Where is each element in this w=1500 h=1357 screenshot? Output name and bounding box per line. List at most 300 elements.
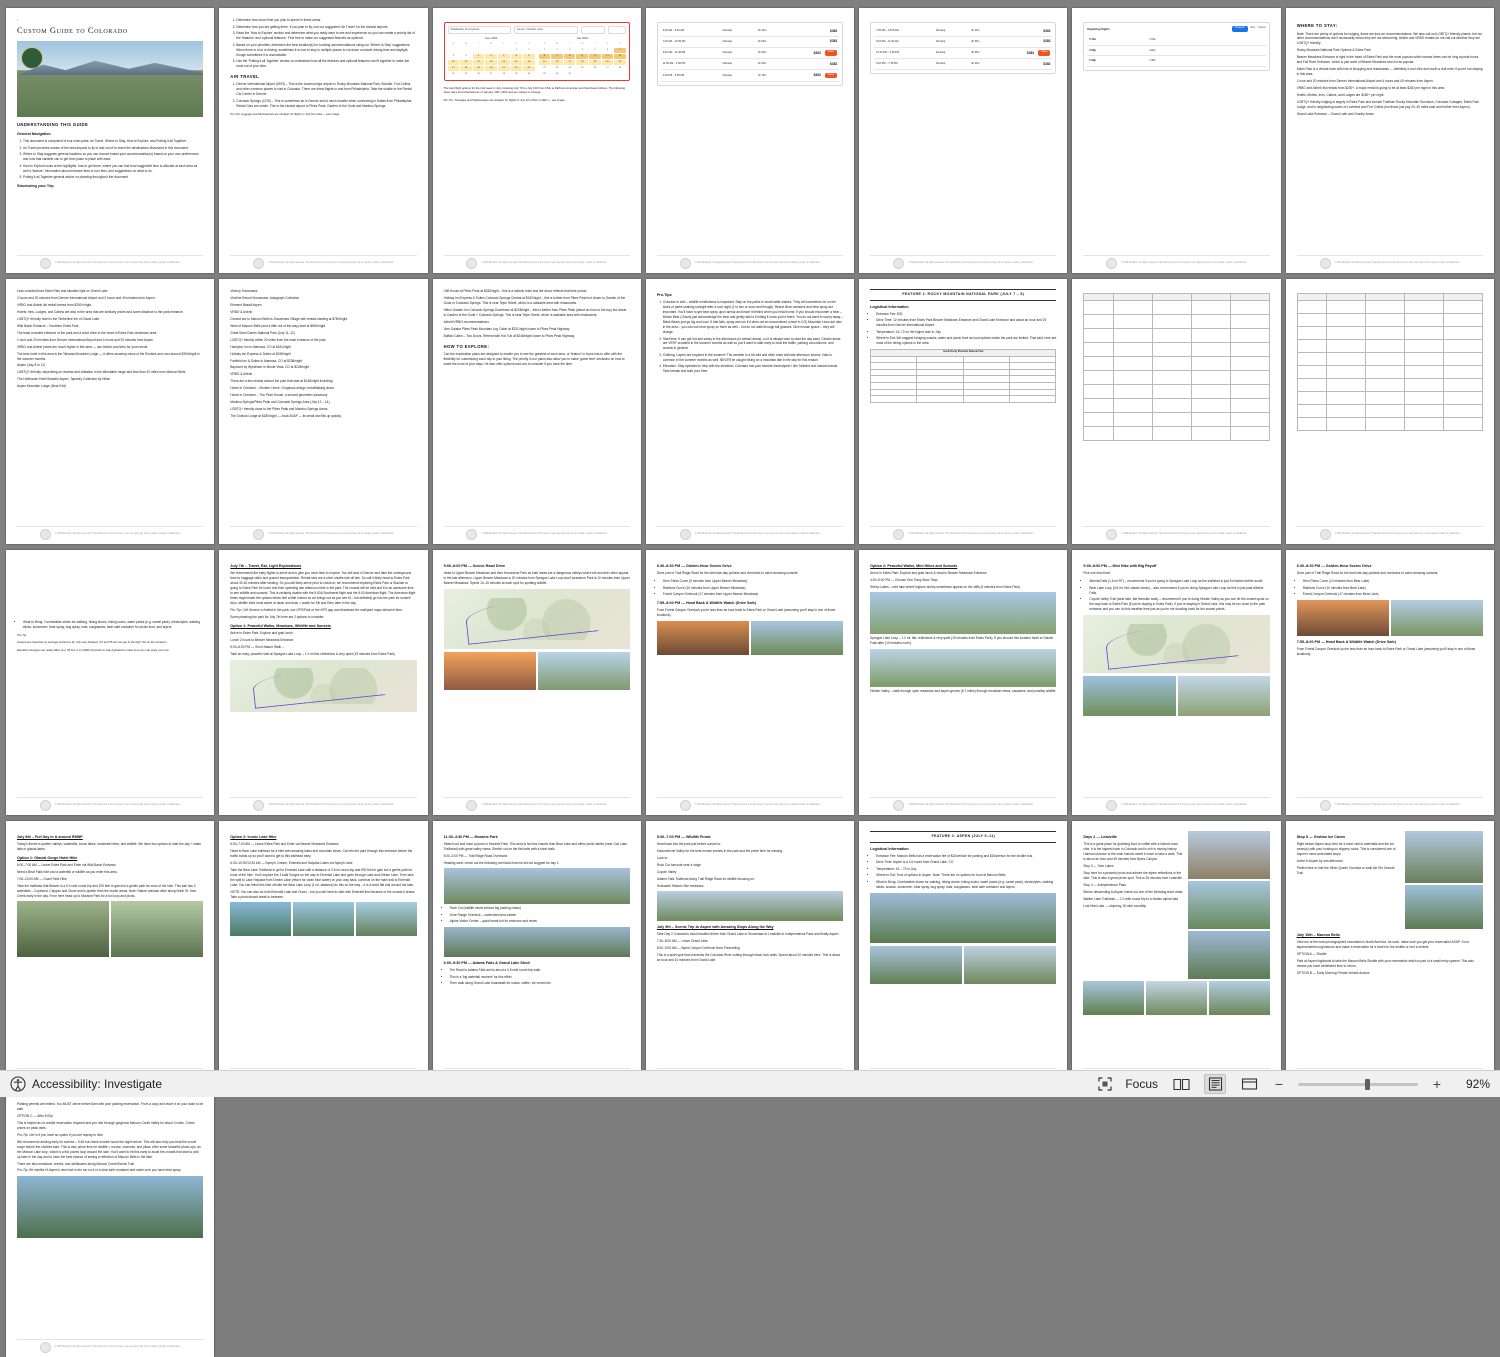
flight-row[interactable]: [874, 26, 1052, 37]
document-page-9[interactable]: [219, 279, 427, 544]
page-footer: [1072, 800, 1280, 811]
list-item: • Drive Time: Aspen is a 4.5 hours from Grand Lake, CO: [876, 860, 1056, 865]
flight-price: $383: [830, 61, 838, 66]
footer-text: © Wild Monarch. All rights reserved. This document is for the buyer's use only and may not be copied, resold, or distributed.: [481, 533, 607, 535]
footer-text: © Wild Monarch. All rights reserved. This document is for the buyer's use only and may not be copied, resold, or distributed.: [694, 804, 821, 806]
leadville-photo: [1188, 831, 1270, 879]
origin-input[interactable]: Philadelphia, Pennsylvania...: [448, 26, 512, 34]
read-mode-icon[interactable]: [1170, 1074, 1192, 1094]
flight-time: 6:00 AM – 8:00 AM: [662, 29, 684, 33]
paragraph: Rock Cut turnouts near a lodge: [656, 863, 701, 868]
paragraph: This is a quiet spot that overlooks the Colorado River cutting through black rock walls. Spend about 10 minutes here. This is about an hour and 10 minutes from Grand Lake.: [656, 953, 841, 962]
document-page-2[interactable]: [219, 8, 427, 273]
day-heading: July 9th – Scenic Trip to Aspen with Amazing Stops Along the Way: [656, 924, 774, 929]
footer-text: © Wild Monarch. All rights reserved. This document is for the buyer's use only and may not be copied, resold, or distributed.: [54, 804, 181, 806]
footer-rule: [657, 1068, 843, 1069]
pro-tip-note: Pro-Tip: Get in if you have an option if you are hoping to hike.: [17, 1132, 104, 1137]
flight-price: $383: [830, 39, 838, 44]
footer-seal-icon: [253, 258, 264, 269]
paragraph: Cliff House at Pikes Peak at $283/night – this is a historic hotel and the decor reflects that time period.: [443, 289, 588, 293]
document-page-11[interactable]: [646, 279, 854, 544]
paragraph: 6:00–7:00 AM — Leave Estes Park and Enter via Beaver Meadows Entrance: [230, 842, 339, 847]
activity-heading: 6:30–8:30 PM — Golden-Hour Scenic Drive: [656, 564, 732, 568]
zoom-level-label[interactable]: 92%: [1465, 1077, 1490, 1091]
paragraph: Hilton Garden Inn Colorado Springs Downtown at $228/night – this is further from Pikes Peak (about an hour to the top) but closer to Garden of the Gods + Colorado Springs. This is near Tejon Street, which is walkable area with restaurants.: [443, 307, 627, 317]
mountain-photo: [870, 946, 962, 984]
dining-table-continued: [1083, 293, 1269, 441]
depart-time: 2:20p: [1089, 48, 1096, 52]
lake-photo: [356, 902, 417, 936]
paragraph: Walker Lake Trailhead — 1.0 mile round trip to a hidden alpine lake: [1083, 896, 1179, 901]
paragraph: Right before Aspen stop here for a short visit to waterfalls and the ice caves(s) with your hosting on slippery rocks. This is considered one of Aspen's most underrated stops.: [1296, 842, 1396, 857]
footer-seal-icon: [466, 258, 477, 269]
paragraph: 7:00–10:00 AM — Ouzel Falls Hike: [17, 877, 67, 882]
paragraph: LGBTQ+ friendly lodging is largely in Estes Park and include Trailborn Rocky Mountain Gunnison, Colorado Cottages, Estes Park Lodge, and in neighboring towns of Loveland and Fort Collins (but those just pay 20–30 miles east and further from Aspen).: [1296, 99, 1480, 109]
document-page-12[interactable]: [859, 279, 1067, 544]
footer-seal-icon: [466, 529, 477, 540]
footer-rule: [444, 255, 630, 256]
paragraph: The best hotel in this area is the Taharaa Mountain Lodge — it offers amazing views of the Rockies and runs around $300/night in the summer months.: [17, 351, 200, 361]
trail-map-image: [444, 589, 630, 649]
document-page-10[interactable]: [433, 279, 641, 544]
list-item: 2. Colorado Springs (COS) – This is sometimes an is Denver and is much smaller when connecting in Dallas from Philadelphia. Rental Cars are onsite. This is the closest airport to Pikes Peak, Garden of the Gods and Manitou Springs.: [236, 99, 416, 109]
accessibility-status-label[interactable]: Accessibility: Investigate: [32, 1077, 163, 1091]
page-footer: [433, 800, 641, 811]
photo-row: [657, 621, 843, 655]
footer-text: © Wild Monarch. All rights reserved. This document is for the buyer's use only and may not be copied, resold, or distributed.: [481, 804, 607, 806]
paragraph: 4:00–5:00 PM — Choose One 'Easy Wow' Stop:: [870, 578, 939, 583]
trail-map-image: [230, 660, 416, 712]
list-item: • Rainbow Curve (10 minutes from Bear Lake): [1303, 586, 1483, 591]
list-item: 3. Read the 'How to Explore' section and determine what you really want to see and experience so you can create a priority list of the 'features' and 'optional features.' Feel free to make our suggested features as optional.: [236, 31, 416, 41]
stroll-list: [444, 968, 630, 986]
flight-time: 12:10 PM – 2:15 PM: [876, 51, 899, 55]
option-heading: Option 1: Glacial Gorge Hotel Hike: [17, 856, 78, 861]
subheading-logistics: Logistical Information: [870, 846, 909, 851]
paragraph: Stop 3 — Twin Lakes: [1083, 864, 1114, 869]
footer-rule: [870, 797, 1056, 798]
footer-rule: [1297, 1068, 1483, 1069]
flight-price: $383: [1043, 61, 1051, 66]
paragraph: Vino Gaiaba Pikes Peak Mountain Log Cabin at $231/night closer to Pikes Peak Highway: [443, 326, 570, 331]
footer-seal-icon: [40, 529, 51, 540]
page-footer: [433, 258, 641, 269]
footer-rule: [1083, 797, 1269, 798]
web-layout-icon[interactable]: [1238, 1074, 1260, 1094]
flight-duration: 4h 05m: [971, 39, 980, 43]
section-heading-pro-tips: Pro-Tips: [656, 293, 672, 297]
depart-time: 5:15a: [1089, 37, 1096, 41]
day-heading: July 10th – Maroon Bells: [1296, 933, 1340, 937]
document-page-7[interactable]: [1286, 8, 1494, 273]
list-item: 4. How to Explore looks at the highlights: how to get there, where you can find food suggested time to allocate at each area as well a 'feature,' information about entrance fees or tour fees, and suggestions on what to do.: [23, 164, 203, 174]
calendar-month-july: [539, 37, 626, 77]
status-bar[interactable]: [0, 1070, 1500, 1097]
footer-seal-icon: [1320, 800, 1331, 811]
mountain-photo: [964, 946, 1056, 984]
paragraph: OPTION C — After 5:00p: [17, 1113, 53, 1118]
calendar-caption: The best flight options for the 2nd week in July, traveling July 7th to July 14th from PHL to DEN are American and Southwest Airlines. The following show rates and schedules as of January 10th, 2024 and are subject to change.: [443, 85, 626, 95]
page-footer: [6, 800, 214, 811]
pro-tip-text: Leases are important on average entrances for July vary between 4.5 and 55 but can get to the high 70s on the occasion.: [17, 640, 168, 645]
document-page-3[interactable]: [433, 8, 641, 273]
flight-row[interactable]: [661, 59, 839, 70]
document-page-18[interactable]: [646, 550, 854, 815]
zoom-out-button[interactable]: −: [1274, 1076, 1284, 1092]
document-page-24[interactable]: [433, 821, 641, 1086]
flight-time: 5:10 PM – 7:15 PM: [876, 62, 898, 66]
paragraph: Take the Bear Lake Trailhead to get to Emerald Lake with a distance of 3.6 mi round trip and 692 feet in gain but a gentle path for most of the hike. You'll explore the 3 total Gorges on the way to Emerald Lake and goes through Lake and Dream Lake. Then take the split to Lake Haiyaha from Dream Lake (return for clean blue water) on your way back, continue on the main trail to Emerald Lake. You can finish this hike off with the Bear Lake Loop (1 mi. distance) do this on the way – it is a short flat trail around the lake.: [230, 868, 414, 887]
paragraph: The Hofbrauen Hotel Bosséls Aspen, Tapestry Collection by Hilton: [17, 377, 111, 382]
maroon-bells-body: [17, 1102, 203, 1173]
table-title: Inside Rocky Mountain National Park: [871, 350, 1056, 357]
zoom-slider[interactable]: [1298, 1083, 1418, 1086]
paragraph: LGBTQ+ friendly close to the Pikes Peak and Manitou Springs Areas.: [230, 407, 329, 412]
paragraph: Stretch out and have a picnic in Moraine Park. This area is far less chaotic than Bear Lake and offers picnic tables (near Cub Lake Trailhead) with great valley views. Stretch out on the flat trails with a short walk.: [443, 842, 628, 852]
tab-fastest[interactable]: Fastest: [1258, 27, 1266, 29]
airports-list: [230, 82, 416, 108]
destination-input[interactable]: Denver, Colorado, Unite...: [514, 26, 578, 34]
option-body: [17, 863, 203, 899]
zoom-in-button[interactable]: +: [1432, 1076, 1442, 1092]
tab-cheapest[interactable]: Cheapest: [1232, 26, 1248, 32]
paragraph: Home in Crestone – Modern Home: Gorgeous design; breathtaking views: [230, 386, 334, 391]
flight-row[interactable]: [661, 37, 839, 48]
paragraph: Arrive in Aspen by mid-afternoon: [1296, 859, 1343, 864]
arrive-time: 4:20p: [1149, 48, 1156, 52]
footer-seal-icon: [893, 800, 904, 811]
flight-time: 3:30 PM – 5:45 PM: [662, 73, 685, 77]
zoom-slider-thumb[interactable]: [1365, 1079, 1370, 1090]
document-page-26[interactable]: [859, 821, 1067, 1086]
flight-time: 11:55 AM – 1:50 PM: [662, 62, 686, 66]
flight-price: $383: [1043, 39, 1051, 44]
document-page-6[interactable]: [1072, 8, 1280, 273]
document-page-28[interactable]: [1286, 821, 1494, 1086]
paragraph: Hotels: Motels, Inns, Cabins, and Lodges are $180+ per night.: [1296, 93, 1385, 98]
footer-rule: [657, 797, 843, 798]
page-corner-marker: 1: [17, 18, 19, 22]
flight-duration: 4h 05m: [971, 51, 980, 55]
flight-duration: 4h 10m: [757, 29, 767, 33]
pro-tip-text-2: Elevation changes can really affect you: 5ft low, it is OVER important to stay hydrated to make sure you can enjoy your trip.: [17, 647, 170, 652]
overlook-list: [657, 579, 843, 597]
footer-rule: [870, 255, 1056, 256]
document-page-1[interactable]: [6, 8, 214, 273]
activity-body: [444, 842, 630, 866]
activity-heading: 6:30–8:30 PM — Golden-Hour Scenic Drive: [1296, 564, 1372, 568]
document-page-25[interactable]: [646, 821, 854, 1086]
footer-rule: [444, 526, 630, 527]
print-layout-icon[interactable]: [1204, 1074, 1226, 1094]
logistics-list: [870, 312, 1056, 347]
subheading-structuring-trip: Structuring your Trip: [17, 184, 54, 189]
list-item: • Forest Canyon Overlook (17 minutes from Bear Lake): [1303, 592, 1483, 597]
footer-seal-icon: [466, 800, 477, 811]
paragraph: Stop here for a peaceful pond and admire the alpine reflections in the lake. This is also a great picnic spot. This is 25 minutes from Leadville.: [1083, 871, 1183, 880]
list-item: • Temperature: 42 – 73 in July: [876, 867, 1056, 872]
flight-time: 9:40 AM – 11:45 AM: [662, 51, 686, 55]
accessibility-icon[interactable]: [10, 1076, 26, 1092]
list-item: 3. Clothing: Layers are required in the summer! The weather is a bit wild and often ends with late afternoon storms. Hats is common in the summer months as well. NEVER be caught hiking on a mountain late in the day for this reason.: [663, 353, 843, 363]
calendar-picker[interactable]: [448, 37, 626, 77]
paragraph: Rocky Mountain National Park Options & Estes Park: [1296, 48, 1371, 53]
document-page-19[interactable]: [859, 550, 1067, 815]
document-page-14[interactable]: [1286, 279, 1494, 544]
flight-duration: 4h 05m: [971, 62, 980, 66]
page-footer: [1072, 529, 1280, 540]
flight-row[interactable]: [1087, 56, 1265, 67]
page-footer: [646, 800, 854, 811]
list-item: 3. Where to Stay suggests general locations so you can choose based your accommodation(s) based on your own preferences and how that variable can to get from place to place with ease.: [23, 152, 203, 162]
departing-flights-widget[interactable]: [1083, 22, 1269, 71]
paragraph: Baymont by Wyndham in Monte Vista, CO at $228/night: [230, 365, 310, 370]
select-button[interactable]: Select: [825, 50, 837, 56]
list-item: • Hern Parks Curve (10 minutes from Bear Lake): [1303, 579, 1483, 584]
paragraph: Estes Park is a vibrant town with lots of shopping and restaurants — definitely a cool vibe and worth a visit even if you're not staying in this area.: [1296, 67, 1483, 77]
footer-text: © Wild Monarch. All rights reserved. This document is for the buyer's use only and may not be copied, resold, or distributed.: [54, 262, 181, 264]
document-page-23[interactable]: [219, 821, 427, 1086]
paragraph: Holzwarth Historic Site meadows: [656, 883, 704, 888]
flight-results-list[interactable]: [870, 22, 1056, 74]
where-to-stay-body: [1297, 32, 1483, 117]
flight-row[interactable]: [874, 37, 1052, 48]
footer-seal-icon: [1106, 529, 1117, 540]
option-heading: Option 1: Peaceful Walks, Meadows, Wildlife and Sunsets: [230, 623, 331, 628]
paragraph: 1 hour and 20 minutes from Denver International Airport and 4 hours and 20 minutes from Aspen.: [17, 337, 154, 342]
paragraph: 2 hours and 20 minutes from Denver International Airport and 3 hours and 40 minutes from Aspen.: [17, 295, 156, 300]
footer-rule: [1297, 526, 1483, 527]
paragraph: NOTE: You can also do both Emerald Lake and Ouzel – but you will need to start with Emerald first because of the crowds it draws. Take a picnic/snack break in between.: [230, 889, 416, 899]
paragraph: Closest are to Maroon Bells is Snowmass Village with rentals starting at $780/night.: [230, 316, 349, 321]
photo-row: [230, 902, 416, 936]
list-item: • Gore Range Overlook – underrated and calmer: [450, 913, 630, 918]
paragraph: Great Sand Dunes National Park (July 11–12): [230, 330, 295, 335]
paragraph: West of Maroon Bells (and a little out of the way) start at $800/night.: [230, 323, 327, 328]
ice-caves-photo: [1405, 831, 1483, 883]
paragraph: Sprague Lake Loop – 1.2 mi. flat, reflections & very quiet (15 minutes from Estes Park). If you choose this location head to Glacier Falls after (10 minutes north).: [870, 636, 1054, 646]
list-item: 5. Use the 'Putting it all Together' section to understand how all the features and optional features can fit together to make the most out of your time.: [236, 59, 416, 69]
valley-photo: [870, 649, 1056, 687]
flight-stops: Nonstop: [722, 29, 732, 33]
list-item: • Forest Canyon Overlook (17 minutes from Upper Beaver Meadows): [663, 592, 843, 597]
flight-row[interactable]: [1087, 46, 1265, 57]
flight-row[interactable]: [661, 70, 839, 82]
flight-price: $383: [1043, 28, 1051, 33]
footer-text: © Wild Monarch. All rights reserved. This document is for the buyer's use only and may not be copied, resold, or distributed.: [268, 804, 394, 806]
flight-stops: Nonstop: [722, 62, 732, 66]
document-page-16[interactable]: [219, 550, 427, 815]
paragraph: VRBO and Airbnb list rentals from $200+. A major rental is going to be at least $300 per night in this area.: [1296, 86, 1446, 91]
dates-input[interactable]: [581, 26, 605, 34]
passengers-input[interactable]: [608, 26, 626, 34]
month-label: July 2024: [576, 36, 589, 40]
focus-icon[interactable]: [1097, 1076, 1113, 1092]
paragraph: Before descending to Aspen check out one of the following short visits:: [1083, 889, 1184, 894]
list-item: • Coyote Valley Trail (west side, flat riverside walk) – recommend if you're doing Hidden Valley as you can hit the sunset spots on the way back to Estes Park (if you're staying in Estes Park). If you're staying in Grand Lake, this may be too close to the park entrance and you can do this weather time just as you're not doubling back for the sunset points.: [1089, 597, 1269, 612]
valley-photo: [751, 621, 843, 655]
list-item: • Entrance Fee: $30: [876, 312, 1056, 317]
list-item: 1. Determine how much time you plan to spend in these areas.: [236, 18, 416, 23]
flight-duration: 4h 05m: [757, 62, 767, 66]
month-grid[interactable]: S M T W T F S 1 2 3 4 5 6 7 8 9 10 11 12 13 14 15 16 17 18 19 20 21 22 23 24 25 26 27 28 29 30: [448, 42, 535, 77]
activity-subheading: 6:00–5:30 PM — Adams Falls & Grand Lake Stroll: [443, 961, 530, 966]
seal-badge: [21, 47, 43, 69]
paragraph: Take Day 2 Colorado's most beautiful drives from Grand Lake to Snowmass to Leadville to Independence Pass and finally Aspen.: [656, 932, 840, 937]
month-label: June 2024: [484, 36, 498, 40]
navigation-list: [17, 139, 203, 180]
paragraph: Note: There are plenty of options for lodging, these are just our recommendations. We also call out LGBTQ+ friendly places, but our other recommendations don't necessarily mean they are not welcoming. Airbnb and VRBO rentals do not call out whether they are LGBTQ+ friendly.: [1296, 31, 1483, 46]
footer-seal-icon: [1320, 529, 1331, 540]
day-body: [657, 932, 843, 963]
activity-heading: 5:30–7:00 PM — Wildlife Finale: [656, 835, 711, 839]
paragraph: LGBTQ+ friendly within 20 miles from the main entrance of the park.: [230, 337, 327, 342]
document-page-17[interactable]: [433, 550, 641, 815]
widget-title: Departing flights: [1087, 26, 1110, 31]
list-item: 2. Start time: It can get hot and windy in the afternoons (in certain areas), so it is always wise to start the day early. Certain areas are VERY crowded in the summer months as well so you'll want to start early to beat the traffic, parking conundrums, and crowds in general.: [663, 337, 843, 352]
paragraph: VRBO & Airbnb: [230, 372, 253, 377]
flight-row[interactable]: [1087, 35, 1265, 46]
page-footer: [219, 258, 427, 269]
day-body: [230, 571, 416, 620]
focus-label[interactable]: Focus: [1125, 1077, 1158, 1091]
footer-seal-icon: [253, 529, 264, 540]
flight-search-widget[interactable]: [444, 22, 630, 81]
footer-rule: [230, 255, 416, 256]
paragraph: Airbnb/VRBO recommendations: [443, 319, 489, 324]
document-page-27[interactable]: [1072, 821, 1280, 1086]
flight-stops: Nonstop: [722, 73, 732, 77]
stops-body: [1083, 842, 1184, 908]
paragraph: Manitou Springs/Pikes Peak and Colorado Springs Area (July 12 – 14): [230, 400, 330, 405]
paragraph: Drive part of Trail Ridge Road for the best late-day pullouts and overlooks to catch amazing sunsets:: [656, 571, 799, 576]
feature-banner: FEATURE 2: ASPEN (JULY 9–11): [870, 831, 1056, 843]
page-footer: [1286, 800, 1494, 811]
list-item: • Where to Eat: Tons of options in Aspen. Note: There are no options for food at Maroon Bells.: [876, 873, 1056, 878]
activity-heading: 11:30–4:30 PM — Moraine Park: [443, 835, 498, 839]
paragraph: Some planning the park for July 7th here are 2 options to consider:: [230, 614, 325, 619]
document-page-21[interactable]: [1286, 550, 1494, 815]
waterfall-photo: [17, 901, 109, 957]
footer-rule: [230, 1068, 416, 1069]
arrive-time: 7:45p: [1149, 59, 1156, 63]
list-item: • Temperature: 42–72 on the higher side in July: [876, 330, 1056, 335]
document-page-29[interactable]: [6, 1092, 214, 1357]
footer-text: © Wild Monarch. All rights reserved. This document is for the buyer's use only and may not be copied, resold, or distributed.: [1334, 262, 1461, 264]
select-button[interactable]: Select: [825, 73, 837, 79]
subheading-general-navigation: General Navigation: [17, 132, 51, 136]
flight-results-list[interactable]: [657, 22, 843, 86]
document-page-15[interactable]: [6, 550, 214, 815]
footer-text: © Wild Monarch. All rights reserved. This document is for the buyer's use only and may not be copied, resold, or distributed.: [54, 533, 181, 535]
scenery-photo: [1083, 981, 1144, 1015]
paragraph: Sheep Lakes – mini lake where bighorn sheep sometimes appear on the cliffs (5 minutes from Estes Park): [870, 585, 1020, 590]
paragraph: Lost Man Lake — stunning 15-mile roundtrip: [1083, 903, 1147, 908]
document-page-22[interactable]: [6, 821, 214, 1086]
paragraph: VRBO & Airbnb: [230, 309, 253, 314]
lake-photo: [293, 902, 354, 936]
paragraph: The least crowded entrance of the park and a short drive to the heart of Estes Park downtown area.: [17, 330, 158, 335]
paragraph: LGBTQ+ friendly hotel is the Timberline Inn of Grand Lake.: [17, 316, 101, 321]
photo-row: [870, 946, 1056, 984]
page-footer: [219, 529, 427, 540]
paragraph: Heading west, check out the following overlooks that we did not suggest for day 1:: [443, 861, 560, 866]
month-grid[interactable]: S M T W T F S 1 2 3 4 5 6 7 8 9 10 11 12 13 14 15 16 17 18 19 20 21 22 23 24 25 26 27 28 29 30 31: [539, 42, 626, 77]
activity-heading: 5:00–8:00 PM — Scenic Road Drive: [443, 564, 506, 568]
sunset-photo: [657, 621, 749, 655]
document-page-13[interactable]: [1072, 279, 1280, 544]
document-page-8[interactable]: [6, 279, 214, 544]
footer-rule: [444, 797, 630, 798]
footer-rule: [1083, 1068, 1269, 1069]
list-item: • Then walk along Grand Lake boardwalk for snack, coffee, ice cream etc.: [450, 981, 630, 986]
page-footer: [646, 529, 854, 540]
list-item: • Rock Cut (wildlife views without big parking chaos): [450, 906, 630, 911]
footer-text: © Wild Monarch. All rights reserved. This document is for the buyer's use only and may not be copied, resold, or distributed.: [908, 804, 1034, 806]
list-item: 4. Elevation: Stay hydrated to help with the elevation. Colorado has your favorite electrolytes! I like Tailwind and instant brands. Take breaks and take your time.: [663, 364, 843, 374]
depart-time: 5:40p: [1089, 59, 1096, 63]
paragraph: Arrive in Estes Park: Explore and grab lunch & head to Beaver Meadows Entrance.: [870, 571, 988, 576]
tab-best[interactable]: Best: [1250, 27, 1256, 29]
paragraph: 5:00–6:00 PM — Short Nature Walk –: [230, 644, 284, 649]
paragraph: Park at Aspen highlands to take the Maroon Bells Shuttle with your reservation which is part of a small entry system. This also means you have whitelisted time to return.: [1296, 959, 1474, 969]
feature-banner: FEATURE 1: ROCKY MOUNTAIN NATIONAL PARK (JULY 7 – 8): [870, 289, 1056, 301]
pass-photo: [1188, 931, 1270, 979]
steps-list: [230, 18, 416, 69]
flight-time: 9:15 AM – 11:20 AM: [876, 39, 899, 43]
activity-heading: 5:00–8:00 PM — Mini Hike with Big Payoff: [1083, 564, 1157, 568]
mountain-silhouette: [17, 59, 203, 76]
paragraph: Parking permits are limited. You MUST arrive before 8am with your parking reservation. From a copy and leave it on your dash to be safe.: [17, 1102, 204, 1111]
document-page-4[interactable]: [646, 8, 854, 273]
footer-seal-icon: [1320, 258, 1331, 269]
flight-price: $383: [830, 28, 838, 33]
trail-list: [1083, 579, 1269, 612]
page-footer: [646, 258, 854, 269]
maroon-lake-photo: [17, 1176, 203, 1238]
cabin-photo: [444, 927, 630, 957]
paragraph: Coyote Valley: [656, 870, 677, 875]
paragraph: Home in Crestone – The Plum House, a second geometric sanctuary: [230, 393, 328, 398]
select-button[interactable]: Select: [1038, 50, 1050, 56]
paragraph: Lunch 2 hours to Beaver Meadows Entrance.: [230, 638, 295, 642]
paragraph: 7:30–8:00 AM — Leave Grand Lake: [656, 939, 708, 944]
paragraph: Need a Bear Falls hike and a waterfall or wildlife as you enter this area.: [17, 870, 118, 875]
flight-row[interactable]: [874, 48, 1052, 60]
flight-duration: 4h 15m: [757, 73, 767, 77]
footer-seal-icon: [1106, 800, 1117, 811]
footer-text: © Wild Monarch. All rights reserved. This document is for the buyer's use only and may not be copied, resold, or distributed.: [54, 1346, 181, 1348]
footer-seal-icon: [253, 800, 264, 811]
footer-text: © Wild Monarch. All rights reserved. This document is for the buyer's use only and may not be copied, resold, or distributed.: [694, 262, 821, 264]
footer-rule: [17, 255, 203, 256]
footer-rule: [17, 526, 203, 527]
pro-tip-note: Pro-Tip: Cell Service is limited in the park, use GPS/Park or the NPS app and download the mail/park maps ahead of time.: [230, 607, 403, 612]
paragraph: Viceline Resort Snowmass, Autograph Collection: [230, 295, 300, 300]
hero-photo: [17, 41, 203, 117]
flight-row[interactable]: [874, 59, 1052, 70]
flight-row[interactable]: [661, 48, 839, 60]
document-page-5[interactable]: [859, 8, 1067, 273]
twin-lakes-photo: [1188, 881, 1270, 929]
document-page-20[interactable]: [1072, 550, 1280, 815]
stop-heading: Stop 5 — Grottos Ice Caves: [1296, 835, 1346, 839]
section-heading-understanding: UNDERSTANDING THIS GUIDE: [17, 121, 89, 127]
paragraph: Hampton Inn in Alamosa, CO at $181/night: [230, 344, 291, 349]
flight-row[interactable]: [661, 26, 839, 37]
paragraph: 6:30–10:00/10:30 AM — Nymph, Dream, Emerald and Haiyaha Lakes via Nymph Lake: [230, 861, 353, 866]
paragraph: The Outlook Lodge at $180/night — book ASAP — its small and fills up quickly.: [230, 414, 342, 419]
